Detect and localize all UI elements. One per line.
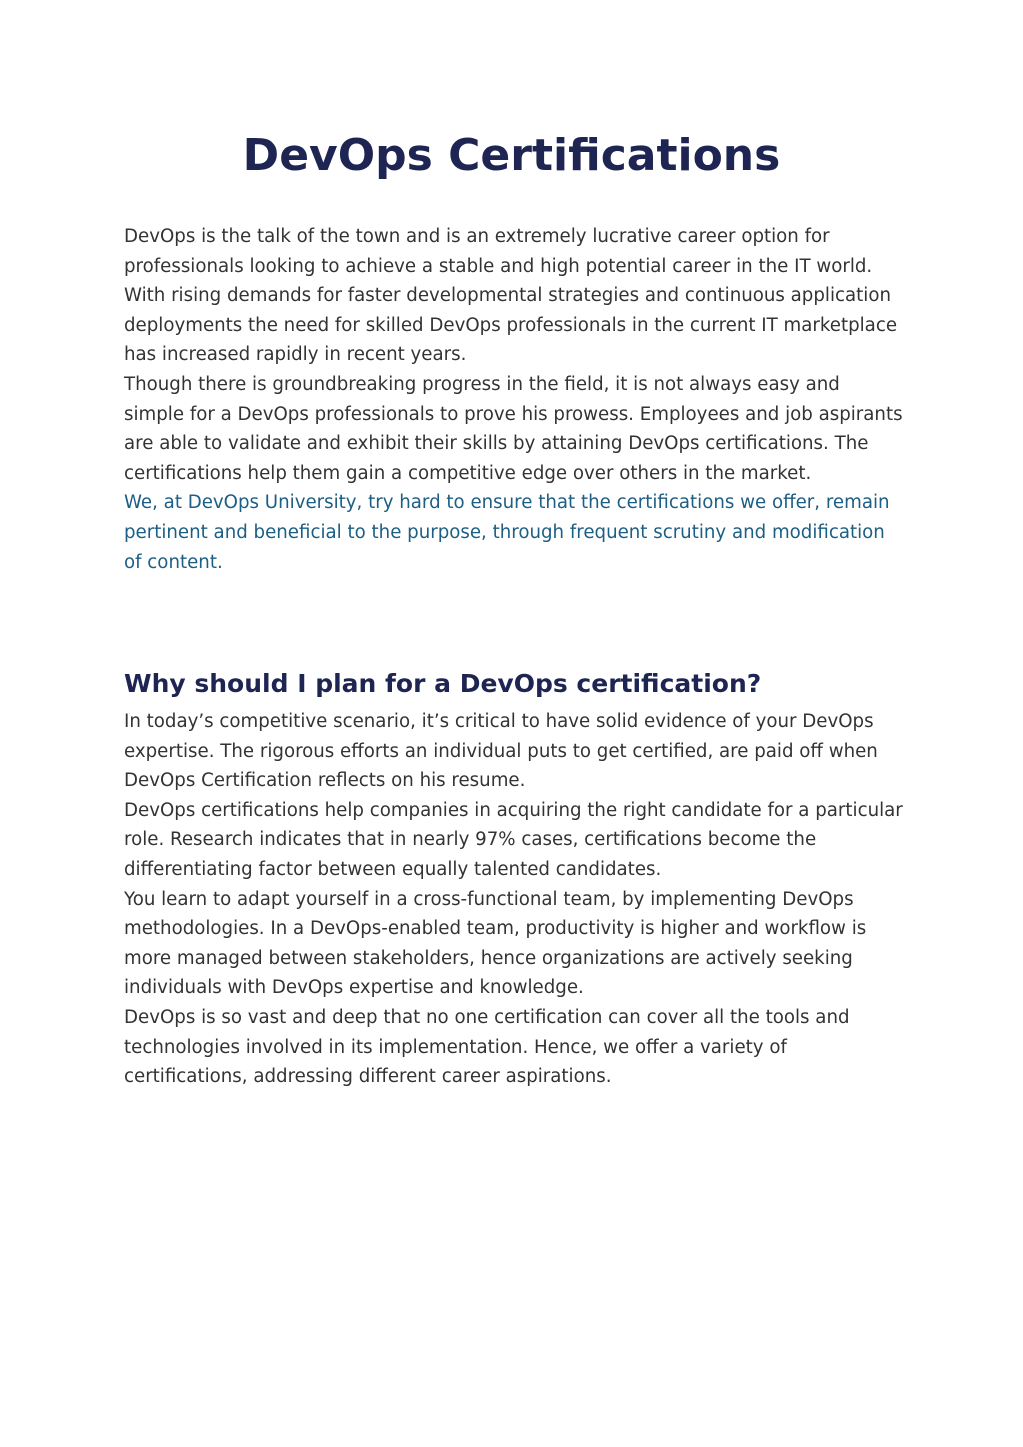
section-heading: Why should I plan for a DevOps certification? [124,669,762,698]
section-body [124,707,904,1092]
section-paragraph: In today’s competitive scenario, it’s critical to have solid evidence of your DevOps expertise. The rigorous efforts an individual puts to get certified, are paid off when DevOps Certification reflects on his resume. [124,711,878,792]
intro-paragraph: DevOps is the talk of the town and is an extremely lucrative career option for professionals looking to achieve a stable and high potential career in the IT world. With rising demands for faster developmental strategies and continuous application deployments the need for skilled DevOps professionals in the current IT marketplace has increased rapidly in recent years. [124,226,898,366]
devops-university-statement: We, at DevOps University, try hard to ensure that the certifications we offer, remain pertinent and beneficial to the purpose, through frequent scrutiny and modification of content. [124,492,890,573]
intro-section [124,222,904,577]
section-paragraph: You learn to adapt yourself in a cross-functional team, by implementing DevOps methodologies. In a DevOps-enabled team, productivity is higher and workflow is more managed between stakeholders, hence organizations are actively seeking individuals with DevOps expertise and knowledge. [124,888,867,999]
intro-paragraph: Though there is groundbreaking progress in the field, it is not always easy and simple for a DevOps professionals to prove his prowess. Employees and job aspirants are able to validate and exhibit their skills by attaining DevOps certifications. The certifications help them gain a competitive edge over others in the market. [124,373,903,484]
page-title: DevOps Certifications [242,130,781,181]
section-paragraph: DevOps is so vast and deep that no one certification can cover all the tools and technologies involved in its implementation. Hence, we offer a variety of certifications, addressing different career aspirations. [124,1006,850,1088]
section-paragraph: DevOps certifications help companies in acquiring the right candidate for a particular role. Research indicates that in nearly 97% cases, certifications become the differentiating factor between equally talented candidates. [124,799,903,880]
